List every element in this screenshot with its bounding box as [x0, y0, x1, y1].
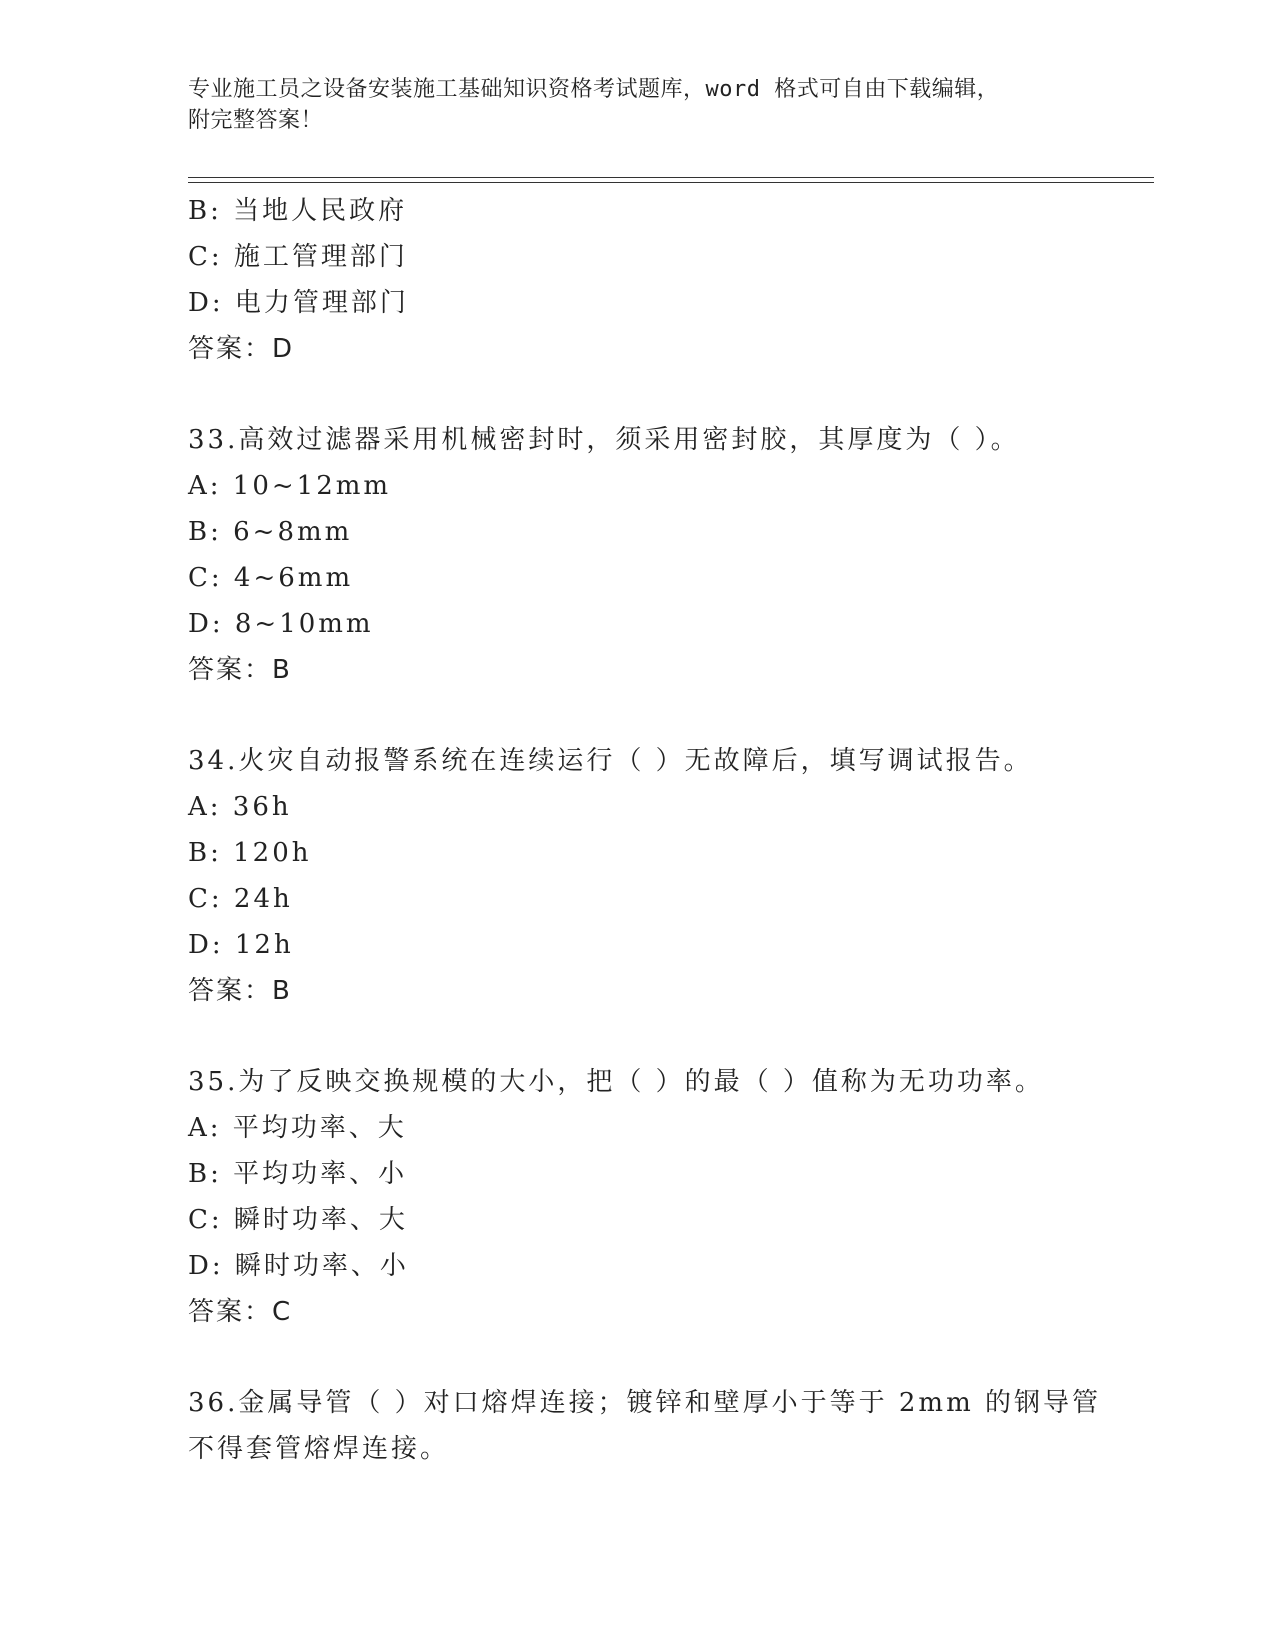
answer-line: 答案：B [188, 655, 292, 685]
block-spacer [188, 372, 1088, 417]
question-block-35 [188, 1059, 1088, 1335]
option-b: B: 6~8mm [188, 517, 353, 547]
option-c: C: 施工管理部门 [188, 242, 408, 272]
document-header [188, 74, 1088, 136]
header-line-1: 专业施工员之设备安装施工基础知识资格考试题库，word 格式可自由下载编辑， [188, 77, 1000, 102]
option-d: D: 瞬时功率、小 [188, 1251, 409, 1281]
option-c: C: 瞬时功率、大 [188, 1205, 408, 1235]
question-text-line-1: 36.金属导管（ ）对口熔焊连接；镀锌和壁厚小于等于 2mm 的钢导管 [188, 1388, 1101, 1418]
answer-line: 答案：C [188, 1297, 293, 1327]
question-content [188, 188, 1101, 1472]
option-a: A: 10~12mm [188, 471, 392, 501]
question-text: 34.火灾自动报警系统在连续运行（ ）无故障后，填写调试报告。 [188, 746, 1033, 776]
option-d: D: 12h [188, 930, 294, 960]
header-divider-bottom [188, 182, 1154, 183]
option-c: C: 4~6mm [188, 563, 354, 593]
header-divider-top [188, 177, 1154, 178]
question-block-prev [188, 188, 1088, 372]
option-b: B: 平均功率、小 [188, 1159, 408, 1189]
option-b: B: 当地人民政府 [188, 196, 408, 226]
answer-line: 答案：B [188, 976, 292, 1006]
block-spacer [188, 1335, 1088, 1380]
option-b: B: 120h [188, 838, 312, 868]
answer-line: 答案：D [188, 334, 295, 364]
option-c: C: 24h [188, 884, 293, 914]
header-line-2: 附完整答案！ [188, 108, 324, 133]
question-text: 35.为了反映交换规模的大小，把（ ）的最（ ）值称为无功功率。 [188, 1067, 1044, 1097]
block-spacer [188, 693, 1088, 738]
option-a: A: 36h [188, 792, 292, 822]
option-d: D: 电力管理部门 [188, 288, 409, 318]
option-a: A: 平均功率、大 [188, 1113, 407, 1143]
question-block-33 [188, 417, 1088, 693]
option-d: D: 8~10mm [188, 609, 374, 639]
question-text-line-2: 不得套管熔焊连接。 [188, 1434, 450, 1464]
block-spacer [188, 1014, 1088, 1059]
question-block-34 [188, 738, 1088, 1014]
question-block-36 [188, 1380, 1101, 1472]
question-text: 33.高效过滤器采用机械密封时，须采用密封胶，其厚度为（ ）。 [188, 425, 1020, 455]
